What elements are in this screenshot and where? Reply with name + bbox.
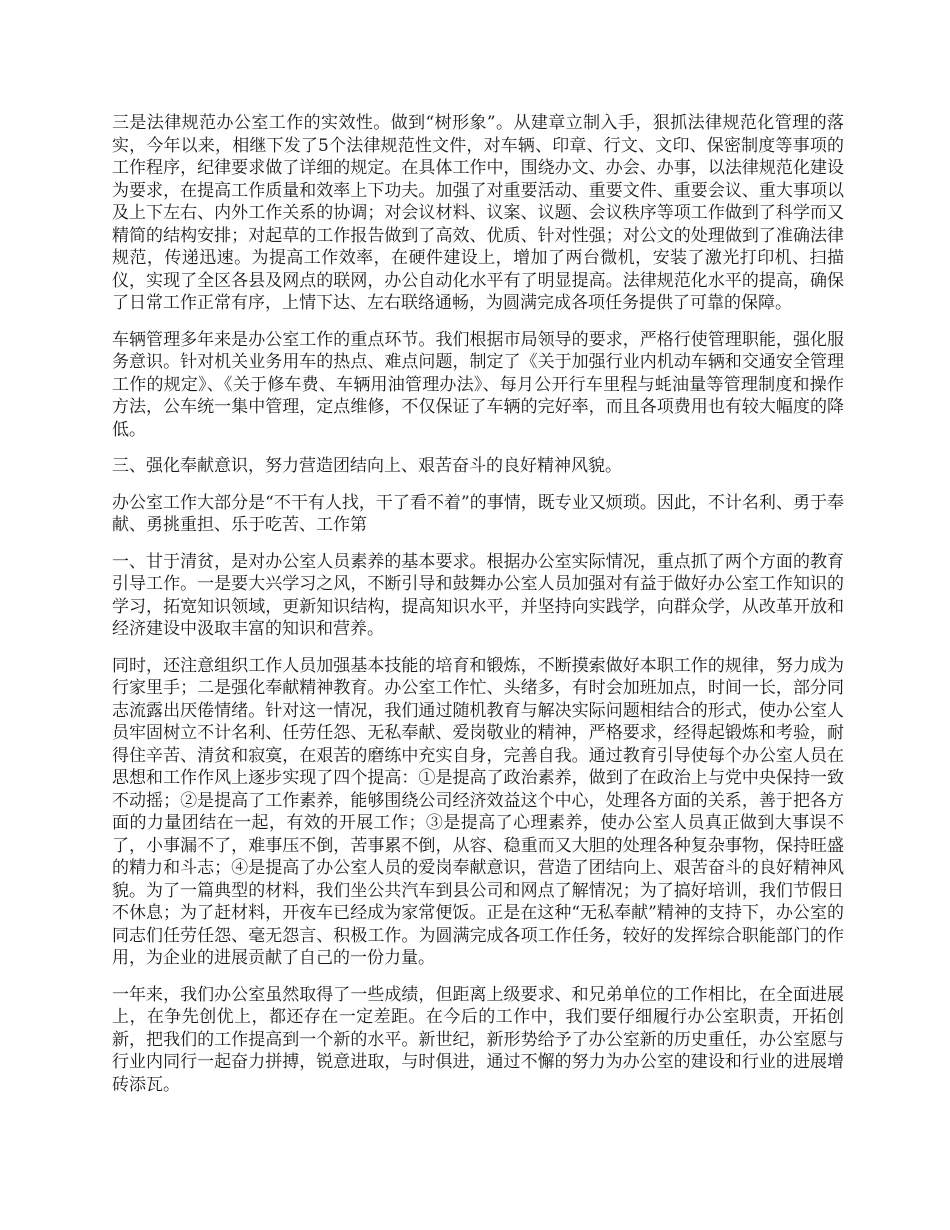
paragraph-education-guidance: 一、甘于清贫，是对办公室人员素养的基本要求。根据办公室实际情况，重点抓了两个方面的教育引导工作。一是要大兴学习之风，不断引导和鼓舞办公室人员加强对有益于做好办公室工作知识的学习，拓宽知识领域，更新知识结构，提高知识水平，并坚持向实践学，向群众学，从改革开放和经济建设中汲取丰富的知识和营养。	[112, 551, 844, 639]
paragraph-legal-standardization: 三是法律规范办公室工作的实效性。做到“树形象”。从建章立制入手，狠抓法律规范化管理的落实，今年以来，相继下发了5个法律规范性文件，对车辆、印章、行文、文印、保密制度等事项的工作程序，纪律要求做了详细的规定。在具体工作中，围绕办文、办会、办事，以法律规范化建设为要求，在提高工作质量和效率上下功夫。加强了对重要活动、重要文件、重要会议、重大事项以及上下左右、内外工作关系的协调；对会议材料、议案、议题、会议秩序等项工作做到了科学而又精简的结构安排；对起草的工作报告做到了高效、优质、针对性强；对公文的处理做到了准确法律规范，传递迅速。为提高工作效率，在硬件建设上，增加了两台微机，安装了激光打印机、扫描仪，实现了全区各县及网点的联网，办公自动化水平有了明显提高。法律规范化水平的提高，确保了日常工作正常有序，上情下达、左右联络通畅，为圆满完成各项任务提供了可靠的保障。	[112, 113, 844, 313]
document-body	[112, 112, 844, 1110]
section-heading-dedication: 三、强化奉献意识，努力营造团结向上、艰苦奋斗的良好精神风貌。	[112, 456, 622, 476]
paragraph-skills-and-dedication: 同时，还注意组织工作人员加强基本技能的培育和锻炼，不断摸索做好本职工作的规律，努力成为行家里手；二是强化奉献精神教育。办公室工作忙、头绪多，有时会加班加点，时间一长，部分同志流露出厌倦情绪。针对这一情况，我们通过随机教育与解决实际问题相结合的形式，使办公室人员牢固树立不计名利、任劳任怨、无私奉献、爱岗敬业的精神，严格要求，经得起锻炼和考验，耐得住辛苦、清贫和寂寞，在艰苦的磨练中充实自身，完善自我。通过教育引导使每个办公室人员在思想和工作作风上逐步实现了四个提高：①是提高了政治素养，做到了在政治上与党中央保持一致不动摇；②是提高了工作素养，能够围绕公司经济效益这个中心，处理各方面的关系，善于把各方面的力量团结在一起，有效的开展工作；③是提高了心理素养，使办公室人员真正做到大事误不了，小事漏不了，难事压不倒，苦事累不倒，从容、稳重而又大胆的处理各种复杂事物，保持旺盛的精力和斗志；④是提高了办公室人员的爱岗奉献意识，营造了团结向上、艰苦奋斗的良好精神风貌。为了一篇典型的材料，我们坐公共汽车到县公司和网点了解情况；为了搞好培训，我们节假日不休息；为了赶材料，开夜车已经成为家常便饭。正是在这种“无私奉献”精神的支持下，办公室的同志们任劳任怨、毫无怨言、积极工作。为圆满完成各项工作任务，较好的发挥综合职能部门的作用，为企业的进展贡献了自己的一份力量。	[112, 655, 844, 968]
paragraph-conclusion: 一年来，我们办公室虽然取得了一些成绩，但距离上级要求、和兄弟单位的工作相比，在全面进展上，在争先创优上，都还存在一定差距。在今后的工作中，我们要仔细履行办公室职责，开拓创新，把我们的工作提高到一个新的水平。新世纪，新形势给予了办公室新的历史重任，办公室愿与行业内同行一起奋力拼搏，锐意进取，与时俱进，通过不懈的努力为办公室的建设和行业的进展增砖添瓦。	[112, 984, 844, 1095]
paragraph-vehicle-management: 车辆管理多年来是办公室工作的重点环节。我们根据市局领导的要求，严格行使管理职能，强化服务意识。针对机关业务用车的热点、难点问题，制定了《关于加强行业内机动车辆和交通安全管理工作的规定》、《关于修车费、车辆用油管理办法》、每月公开行车里程与蚝油量等管理制度和操作方法，公车统一集中管理，定点维修，不仅保证了车辆的完好率，而且各项费用也有较大幅度的降低。	[112, 329, 844, 440]
paragraph-office-work-nature: 办公室工作大部分是“不干有人找，干了看不着”的事情，既专业又烦琐。因此，不计名利、勇于奉献、勇挑重担、乐于吃苦、工作第	[112, 492, 844, 535]
